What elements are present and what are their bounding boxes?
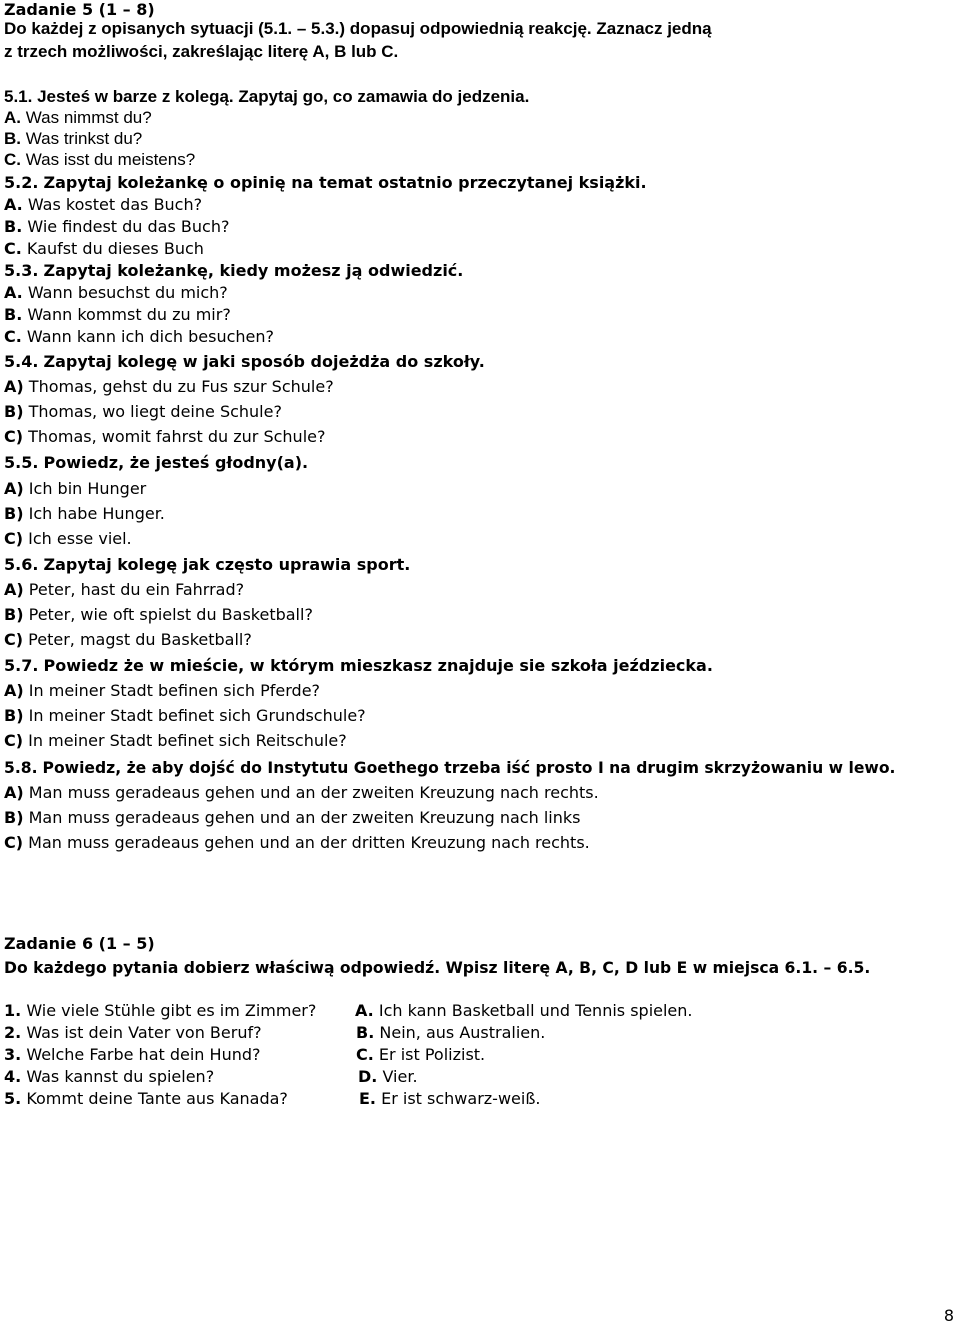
task5-title: Zadanie 5 (1 – 8) (4, 0, 155, 19)
question-5-5 (4, 453, 308, 473)
option-letter: A. (4, 195, 23, 214)
task5-instruction-line1: Do każdej z opisanych sytuacji (5.1. – 5.3.) dopasuj odpowiednią reakcję. Zaznacz jedną (4, 19, 712, 38)
task6-instruction: Do każdego pytania dobierz właściwą odpowiedź. Wpisz literę A, B, C, D lub E w miejsca 6.1. – 6.5. (4, 959, 871, 977)
task6-answer-e (359, 1089, 540, 1109)
question-text: Powiedz, że jesteś głodny(a). (43, 453, 309, 472)
question-number: 5.2. (4, 173, 39, 192)
option-letter: C) (4, 731, 24, 750)
option-letter: A) (4, 580, 24, 599)
question-text: Powiedz że w mieście, w którym mieszkasz znajduje sie szkoła jeździecka. (43, 656, 713, 675)
question-5-6 (4, 555, 410, 575)
option-letter: B) (4, 808, 24, 827)
task6-answer-a (355, 1001, 693, 1021)
option-text: Man muss geradeaus gehen und an der dritten Kreuzung nach rechts. (28, 833, 590, 852)
option-a (4, 681, 320, 701)
option-a (4, 479, 146, 499)
answer-text: Er ist schwarz-weiß. (381, 1089, 541, 1108)
option-b (4, 305, 231, 325)
option-letter: A) (4, 681, 24, 700)
option-letter: A) (4, 377, 24, 396)
option-c (4, 150, 195, 170)
option-letter: C) (4, 427, 24, 446)
option-text: Thomas, womit fahrst du zur Schule? (28, 427, 326, 446)
option-text: Thomas, gehst du zu Fus szur Schule? (28, 377, 334, 396)
option-c (4, 327, 274, 347)
option-c (4, 833, 590, 853)
option-b (4, 808, 580, 828)
option-b (4, 402, 282, 422)
question-text: Powiedz, że aby dojść do Instytutu Goethego trzeba iść prosto I na drugim skrzyżowaniu w lewo. (42, 759, 896, 777)
question-number: 2. (4, 1023, 22, 1042)
option-a (4, 377, 334, 397)
option-text: Ich esse viel. (28, 529, 132, 548)
option-text: Wann besuchst du mich? (27, 283, 228, 302)
option-a (4, 195, 202, 215)
task6-question-4 (4, 1067, 214, 1087)
option-text: Was isst du meistens? (25, 150, 196, 169)
option-b (4, 605, 313, 625)
task6-title: Zadanie 6 (1 – 5) (4, 934, 155, 953)
option-text: Peter, magst du Basketball? (28, 630, 252, 649)
option-b (4, 129, 142, 149)
answer-text: Nein, aus Australien. (379, 1023, 546, 1042)
option-c (4, 529, 132, 549)
question-text: Was ist dein Vater von Beruf? (26, 1023, 262, 1042)
question-text: Kommt deine Tante aus Kanada? (26, 1089, 288, 1108)
question-number: 5.6. (4, 555, 39, 574)
option-text: Wann kann ich dich besuchen? (26, 327, 275, 346)
option-text: Man muss geradeaus gehen und an der zweiten Kreuzung nach rechts. (28, 783, 599, 802)
option-text: Peter, hast du ein Fahrrad? (28, 580, 245, 599)
task6-question-3 (4, 1045, 261, 1065)
question-text: Wie viele Stühle gibt es im Zimmer? (26, 1001, 317, 1020)
answer-letter: B. (356, 1023, 375, 1042)
question-number: 5.4. (4, 352, 39, 371)
task6-question-1 (4, 1001, 316, 1021)
task6-answer-c (356, 1045, 485, 1065)
option-b (4, 706, 366, 726)
question-number: 5.3. (4, 261, 39, 280)
option-letter: C. (4, 327, 22, 346)
option-letter: B) (4, 706, 24, 725)
page-number: 8 (943, 1306, 954, 1325)
option-text: Kaufst du dieses Buch (26, 239, 204, 258)
question-number: 5.5. (4, 453, 39, 472)
option-a (4, 283, 228, 303)
question-number: 5. (4, 1089, 22, 1108)
option-text: Ich bin Hunger (28, 479, 147, 498)
option-letter: C) (4, 529, 24, 548)
option-text: In meiner Stadt befinen sich Pferde? (28, 681, 321, 700)
answer-text: Vier. (382, 1067, 418, 1086)
option-a (4, 108, 152, 128)
option-letter: B) (4, 605, 24, 624)
question-5-4 (4, 352, 485, 372)
option-c (4, 630, 252, 650)
option-c (4, 731, 347, 751)
option-letter: B. (4, 305, 23, 324)
option-text: Wann kommst du zu mir? (27, 305, 231, 324)
option-text: Man muss geradeaus gehen und an der zweiten Kreuzung nach links (28, 808, 581, 827)
option-text: Ich habe Hunger. (28, 504, 165, 523)
option-letter: C. (4, 150, 21, 169)
option-letter: B. (4, 129, 21, 148)
option-text: Peter, wie oft spielst du Basketball? (28, 605, 313, 624)
answer-text: Er ist Polizist. (378, 1045, 486, 1064)
answer-letter: A. (355, 1001, 374, 1020)
question-number: 5.1. (4, 87, 33, 106)
option-text: In meiner Stadt befinet sich Grundschule? (28, 706, 366, 725)
task6-question-5 (4, 1089, 288, 1109)
option-letter: C) (4, 833, 24, 852)
question-number: 4. (4, 1067, 22, 1086)
option-text: Wie findest du das Buch? (27, 217, 230, 236)
question-text: Jesteś w barze z kolegą. Zapytaj go, co zamawia do jedzenia. (37, 87, 530, 106)
question-5-7 (4, 656, 713, 676)
question-text: Zapytaj kolegę w jaki sposób dojeżdża do szkoły. (43, 352, 485, 371)
option-b (4, 504, 165, 524)
question-5-3 (4, 261, 463, 281)
option-letter: B) (4, 402, 24, 421)
option-text: Thomas, wo liegt deine Schule? (28, 402, 282, 421)
option-a (4, 783, 599, 803)
task6-answer-d (358, 1067, 418, 1087)
question-number: 5.7. (4, 656, 39, 675)
answer-letter: C. (356, 1045, 374, 1064)
question-number: 1. (4, 1001, 22, 1020)
task6-answer-b (356, 1023, 545, 1043)
question-number: 5.8. (4, 759, 38, 777)
option-text: In meiner Stadt befinet sich Reitschule? (28, 731, 347, 750)
question-text: Was kannst du spielen? (26, 1067, 215, 1086)
option-letter: C) (4, 630, 24, 649)
answer-letter: D. (358, 1067, 378, 1086)
option-letter: A. (4, 283, 23, 302)
option-a (4, 580, 244, 600)
question-text: Welche Farbe hat dein Hund? (26, 1045, 261, 1064)
answer-text: Ich kann Basketball und Tennis spielen. (378, 1001, 693, 1020)
question-5-2 (4, 173, 647, 193)
option-letter: C. (4, 239, 22, 258)
question-5-8 (4, 758, 895, 778)
question-5-1 (4, 87, 529, 107)
option-text: Was nimmst du? (25, 108, 152, 127)
question-number: 3. (4, 1045, 22, 1064)
option-text: Was kostet das Buch? (27, 195, 203, 214)
question-text: Zapytaj koleżankę o opinię na temat ostatnio przeczytanej książki. (43, 173, 647, 192)
task5-instruction-line2: z trzech możliwości, zakreślając literę A, B lub C. (4, 42, 399, 61)
option-c (4, 427, 325, 447)
option-b (4, 217, 229, 237)
question-text: Zapytaj kolegę jak często uprawia sport. (43, 555, 411, 574)
answer-letter: E. (359, 1089, 377, 1108)
option-letter: A. (4, 108, 21, 127)
option-letter: B) (4, 504, 24, 523)
option-c (4, 239, 204, 259)
option-letter: A) (4, 783, 24, 802)
question-text: Zapytaj koleżankę, kiedy możesz ją odwiedzić. (43, 261, 464, 280)
option-letter: A) (4, 479, 24, 498)
option-text: Was trinkst du? (25, 129, 143, 148)
task6-question-2 (4, 1023, 262, 1043)
option-letter: B. (4, 217, 23, 236)
